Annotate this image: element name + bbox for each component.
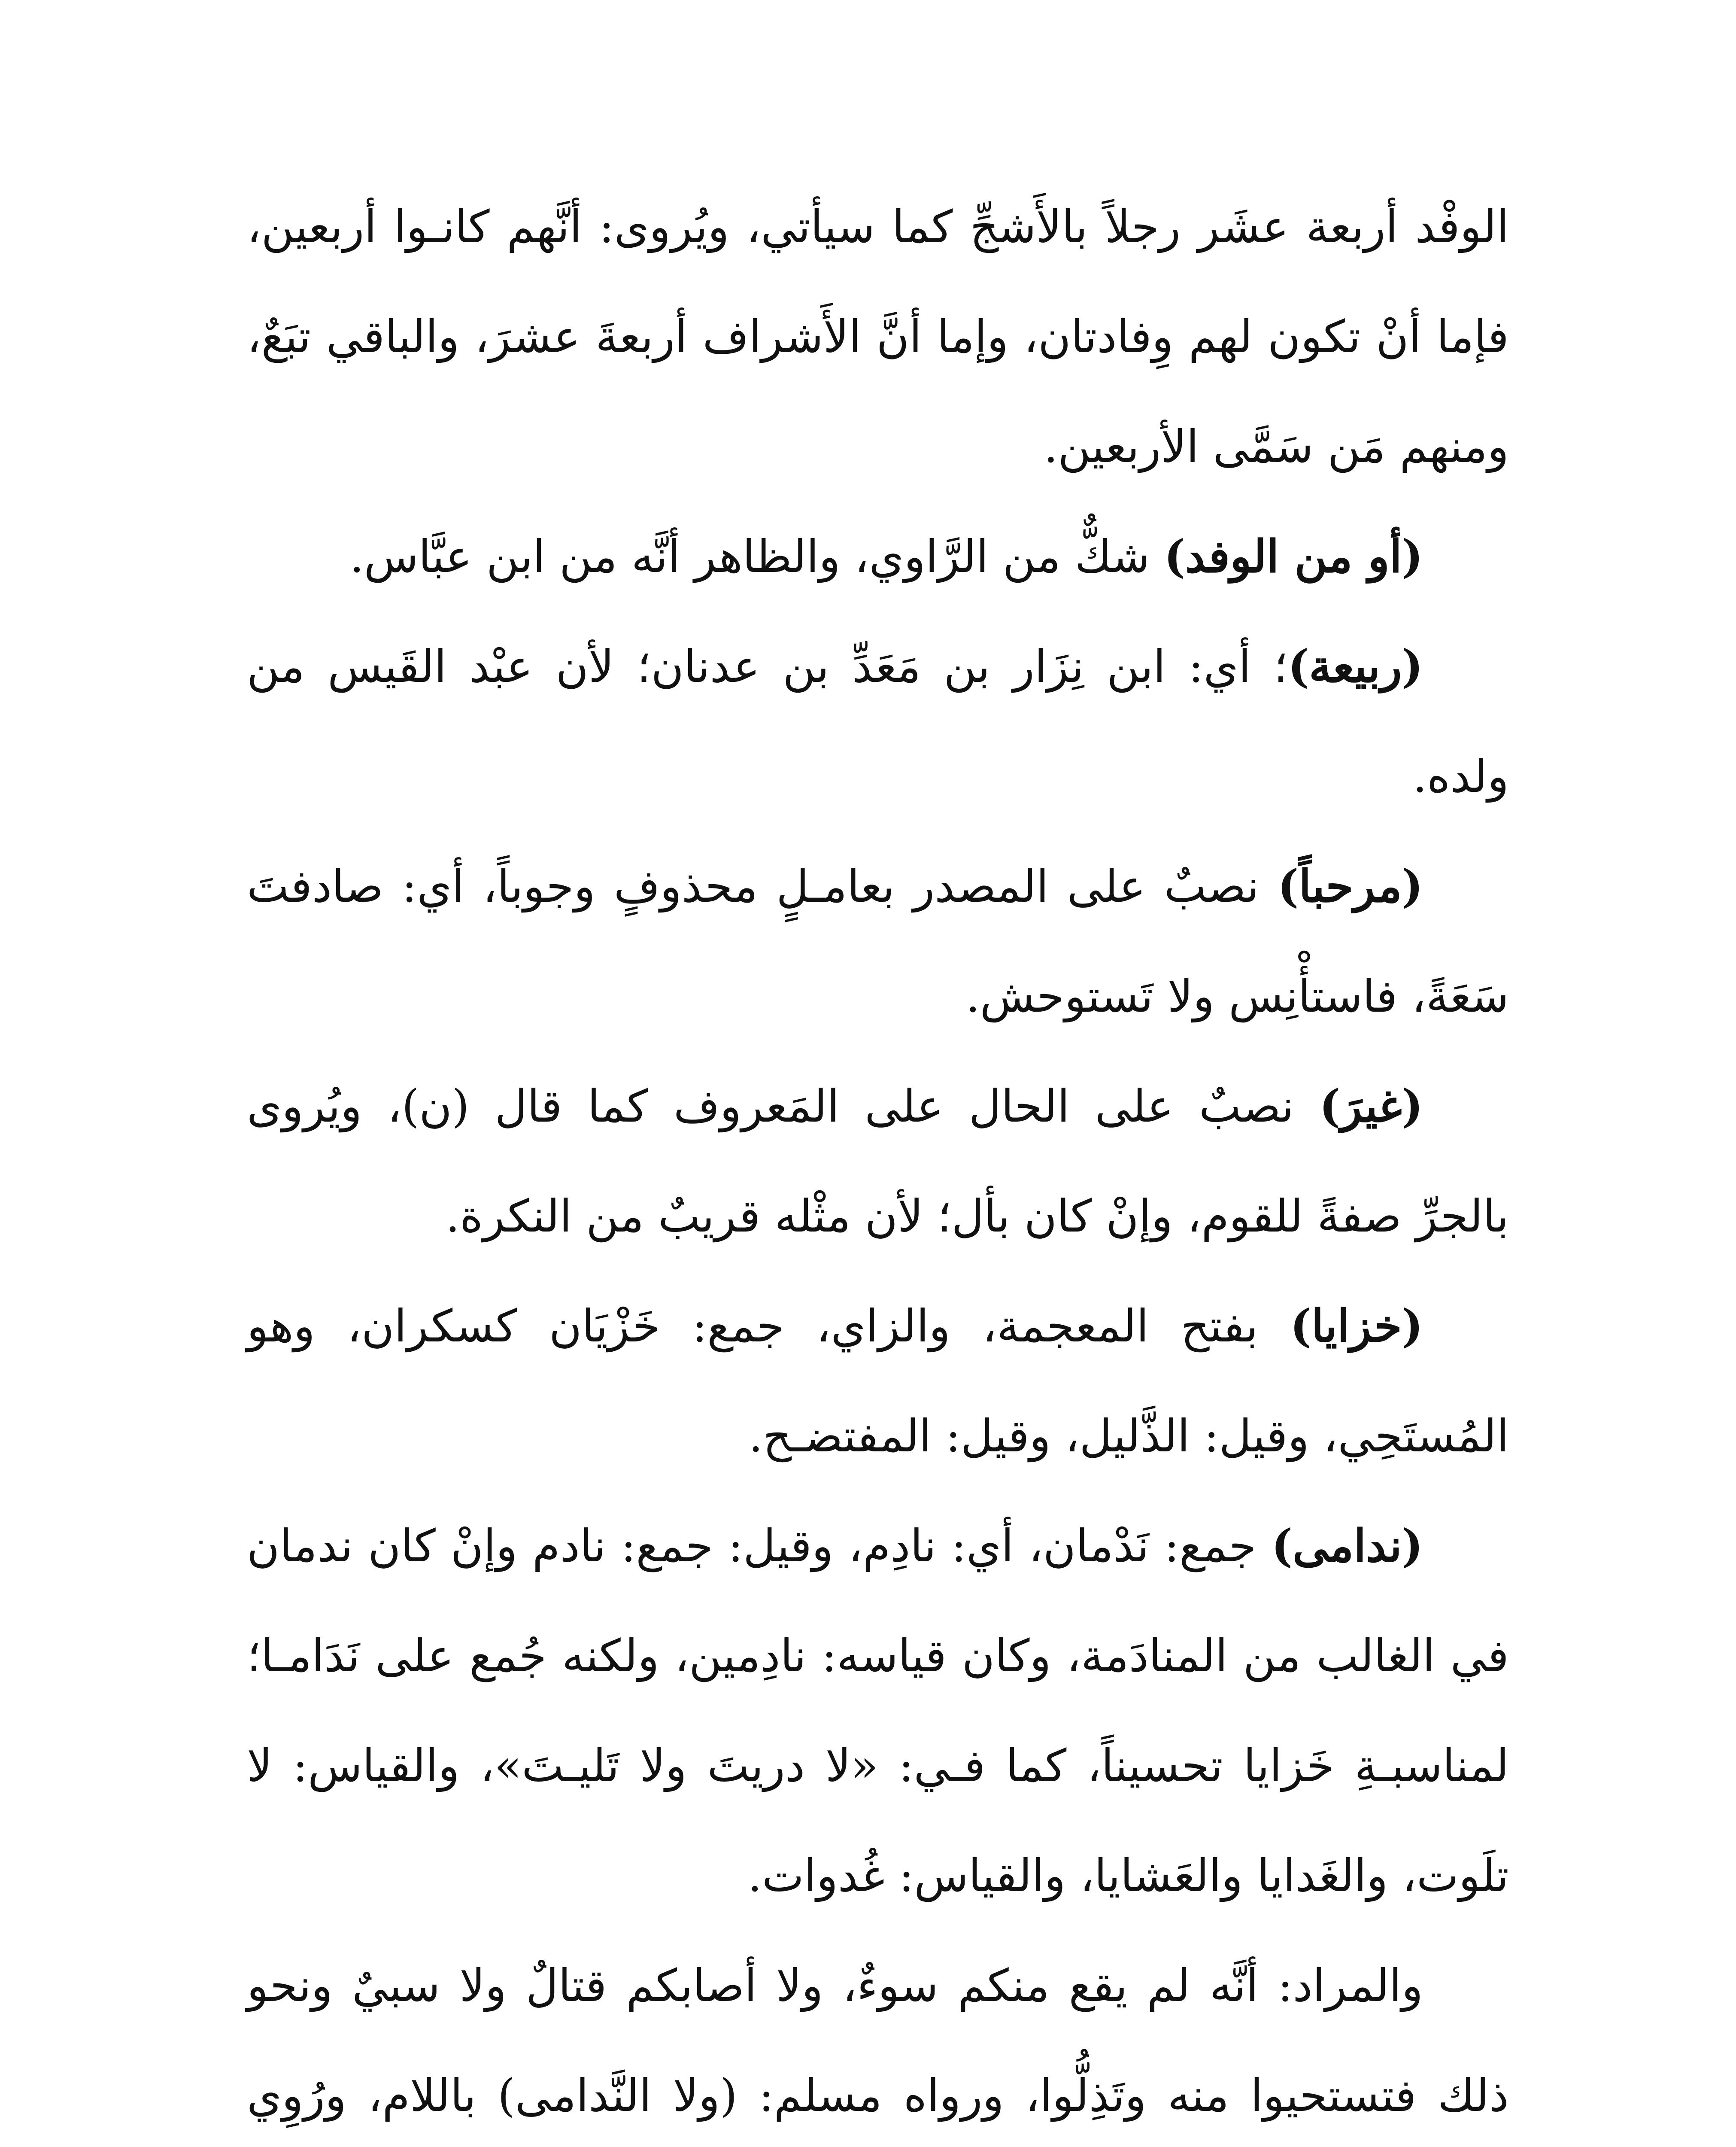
paragraph-3-text: ؛ أي: ابن نِزَار بن مَعَدِّ بن عدنان؛ لأن عبْد القَيس من ولده. <box>247 640 1509 803</box>
paragraph-4-text: نصبٌ على المصدر بعامـلٍ محذوفٍ وجوباً، أي: صادفتَ سَعَةً، فاستأْنِس ولا تَستوحش. <box>247 860 1509 1022</box>
paragraph-4 <box>247 831 1509 1051</box>
paragraph-2 <box>247 502 1509 611</box>
lemma-3: (ربيعة) <box>1288 640 1423 693</box>
body-text <box>247 172 1509 2147</box>
paragraph-5-text: نصبٌ على الحال على المَعروف كما قال (ن)، ويُروى بالجرِّ صفةً للقوم، وإنْ كان بأل؛ لأن مثْله قريبٌ من النكرة. <box>247 1080 1509 1242</box>
paragraph-5 <box>247 1051 1509 1271</box>
paragraph-1-text: الوفْد أربعة عشَر رجلاً بالأَشجِّ كما سيأتي، ويُروى: أنَّهم كانـوا أربعين، فإما أنْ تكون لهم وِفادتان، وإما أنَّ الأَشراف أربعةَ عشرَ، والباقي تبَعٌ، ومنهم مَن سَمَّى الأربعين. <box>247 201 1509 473</box>
paragraph-1 <box>247 172 1509 502</box>
paragraph-6-text: بفتح المعجمة، والزاي، جمع: خَزْيَان كسكران، وهو المُستَحِي، وقيل: الذَّليل، وقيل: المفتضـح. <box>247 1300 1509 1462</box>
paragraph-7 <box>247 1491 1509 1931</box>
paragraph-6 <box>247 1271 1509 1491</box>
lemma-7: (ندامى) <box>1271 1519 1423 1572</box>
paragraph-2-text: شكٌّ من الرَّاوي، والظاهر أنَّه من ابن عبَّاس. <box>349 530 1164 583</box>
paragraph-8 <box>247 1931 1509 2147</box>
paragraph-8-text: والمراد: أنَّه لم يقع منكم سوءٌ، ولا أصابكم قتالٌ ولا سبيٌ ونحو ذلك فتستحيوا منه وتَذِلُّوا، ورواه مسلم: (ولا النَّدامى) باللام، ورُوِي <box>247 1959 1509 2122</box>
lemma-4: (مرحباً) <box>1278 860 1423 912</box>
paragraph-7-text: جمع: نَدْمان، أي: نادِم، وقيل: جمع: نادم وإنْ كان ندمان في الغالب من المنادَمة، وكان قياسه: نادِمين، ولكنه جُمع على نَدَامـا؛ لمناسبـةِ خَزايا تحسيناً، كما فـي: «لا دريتَ ولا تَليـتَ»، والقياس: لا تلَوت، والغَدايا والعَشايا، والقياس: غُدوات. <box>247 1520 1509 1902</box>
paragraph-3 <box>247 611 1509 831</box>
lemma-2: (أو من الوفد) <box>1164 530 1423 583</box>
lemma-6: (خزايا) <box>1290 1299 1423 1352</box>
lemma-5: (غيرَ) <box>1319 1080 1423 1132</box>
